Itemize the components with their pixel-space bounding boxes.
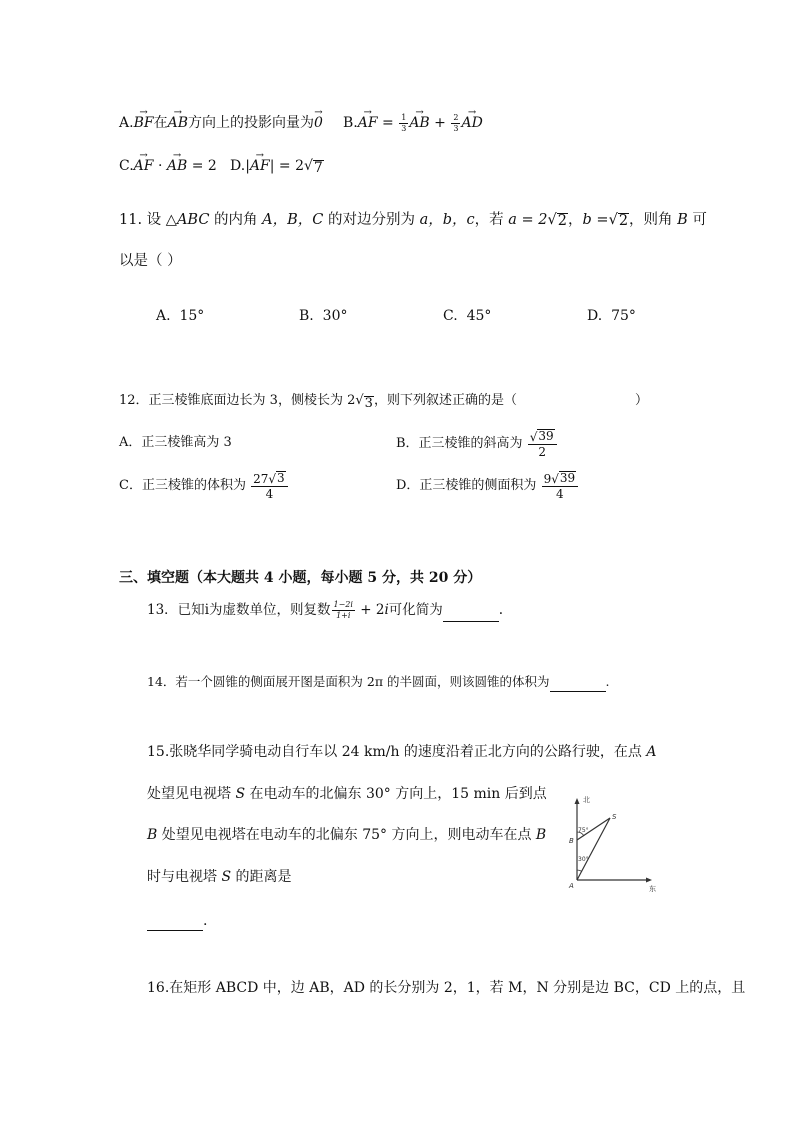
q11-stem-line2 (119, 251, 182, 271)
q15-text: 15.张晓华同学骑电动自行车以 24 km/h 的速度沿着正北方向的公路行驶，在点 (147, 744, 642, 760)
angle-names: A，B，C (262, 212, 324, 228)
section-title-text: 三、填空题（本大题共 4 小题，每小题 5 分，共 20 分） (119, 570, 482, 586)
point-s-label: S (612, 813, 617, 821)
q11-option-d (587, 306, 636, 326)
angle-75-label: 75° (578, 827, 589, 834)
sqrt-39: √ 39 (529, 428, 554, 445)
sqrt-2: √ 2 (547, 212, 568, 230)
east-arrowhead (646, 878, 652, 883)
q11-prefix: 11. 设 △ (119, 212, 177, 228)
q13-text: 可化简为 (388, 602, 443, 618)
q12-option-c (119, 466, 289, 506)
close-paren: ） (635, 393, 649, 408)
q12-stem (119, 391, 517, 411)
point-s: S (221, 869, 232, 885)
option-label: D. (230, 158, 246, 174)
q12-option-d (396, 466, 579, 506)
answer-blank[interactable] (147, 914, 203, 931)
q10-option-b (343, 110, 483, 133)
option-label: A. (156, 308, 171, 324)
vector-bf: → BF (134, 110, 154, 130)
radicand: 39 (538, 428, 554, 443)
a-equation: a = 2 (508, 212, 548, 228)
angle-30-label: 30° (578, 856, 589, 863)
option-label: B. (299, 308, 314, 324)
q11-text: 的对边分别为 (323, 212, 420, 228)
fraction-sqrt39-over-2 (528, 429, 557, 458)
q15-line4 (147, 867, 292, 887)
denominator: 3 (453, 123, 459, 133)
radicand: 3 (277, 470, 285, 485)
option-text: D．正三棱锥的侧面积为 (396, 478, 537, 493)
q15-text: 处望见电视塔在电动车的北偏东 75° 方向上，则电动车在点 (157, 827, 532, 843)
q10-option-c (119, 153, 217, 176)
fraction-complex (332, 601, 355, 620)
imaginary-unit: i (384, 602, 389, 618)
period: . (605, 674, 610, 689)
option-text: C．正三棱锥的体积为 (119, 478, 246, 493)
option-label: A. (119, 115, 134, 131)
radicand: 39 (559, 470, 576, 485)
numerator (251, 471, 288, 487)
q11-text: ，若 (474, 212, 509, 228)
option-text: B．正三棱锥的斜高为 (396, 436, 523, 451)
plus-sign: + (434, 115, 446, 131)
q11-option-a (156, 306, 204, 326)
q15-text: 的距离是 (231, 869, 292, 885)
q11-text: 可 (687, 212, 707, 228)
option-text: 在 (153, 115, 168, 131)
option-value: 45° (466, 308, 492, 324)
q13-text: 为虚数单位，则复数 (209, 602, 331, 618)
option-text: A．正三棱锥高为 3 (119, 435, 232, 450)
denominator: 4 (556, 487, 564, 502)
point-s: S (235, 786, 246, 802)
q12-option-a (119, 433, 232, 453)
point-b-label: B (569, 837, 574, 845)
north-label: 北 (583, 796, 590, 804)
vector-ad: → AD (461, 110, 482, 130)
fraction-one-third (399, 114, 408, 133)
q12-text: ，则下列叙述正确的是（ (373, 393, 517, 408)
q16-text: 16.在矩形 ABCD 中，边 AB，AD 的长分别为 2，1，若 M，N 分别是边 BC，CD 上的点，且 (147, 980, 746, 996)
q11-text: 的内角 (209, 212, 263, 228)
numerator (528, 429, 557, 445)
option-label: C. (443, 308, 458, 324)
q14-text: 14．若一个圆锥的侧面展开图是面积为 2π 的半圆面，则该圆锥的体积为 (147, 674, 550, 689)
radicand: 2 (557, 213, 568, 230)
vector-af: → AF (134, 153, 154, 173)
equals-value: = 2 (191, 158, 217, 174)
bearing-diagram (560, 792, 664, 896)
option-label: C. (119, 158, 134, 174)
b-equation: b = (582, 212, 609, 228)
point-a-label: A (569, 882, 574, 890)
coefficient: 27 (253, 472, 269, 487)
numerator: 1 (401, 112, 407, 122)
option-text: 方向上的投影向量为 (187, 115, 314, 131)
q10-option-d (230, 153, 324, 176)
q11-option-b (299, 306, 347, 326)
point-b: B (535, 827, 547, 843)
sqrt-3: √ 3 (355, 393, 373, 411)
vector-ab: → AB (409, 110, 429, 130)
q15-text: 时与电视塔 (147, 869, 217, 885)
q15-line2 (147, 784, 547, 804)
q16-stem (147, 978, 745, 998)
numerator: 1−2i (333, 600, 353, 609)
q15-line3 (147, 825, 546, 845)
point-b: B (147, 827, 158, 843)
point-a: A (646, 744, 657, 760)
fraction-volume (251, 471, 288, 500)
numerator (542, 471, 579, 487)
q13-text: 13．已知 (147, 602, 205, 618)
q10-option-a (119, 110, 323, 133)
vector-af: → AF (250, 153, 270, 173)
fraction-two-thirds (451, 114, 460, 133)
denominator: 4 (265, 487, 274, 502)
dot-operator: · (157, 158, 163, 174)
east-label: 东 (649, 885, 656, 893)
period: . (498, 602, 504, 618)
q12-text: 12．正三棱锥底面边长为 3，侧棱长为 2 (119, 393, 356, 408)
answer-blank[interactable] (443, 605, 499, 622)
denominator: 2 (538, 445, 546, 460)
denominator: 1+i (336, 611, 351, 620)
side-names: a，b，c (419, 212, 475, 228)
option-label: D. (587, 308, 603, 324)
angle-b: B (677, 212, 688, 228)
radicand: 3 (364, 395, 373, 411)
option-label: B. (343, 115, 358, 131)
option-value: 30° (322, 308, 348, 324)
q13-stem (147, 598, 503, 622)
q15-line1 (147, 742, 657, 762)
north-arrowhead (575, 798, 580, 804)
option-value: 75° (611, 308, 636, 324)
sqrt-39: √ 39 (551, 470, 576, 487)
q11-stem-line1 (119, 210, 707, 230)
abs-bar: | (245, 158, 250, 174)
period: . (203, 913, 208, 929)
vector-ab: → AB (167, 153, 187, 173)
q12-option-b (396, 424, 558, 464)
option-value: 15° (179, 308, 205, 324)
section-title (119, 568, 481, 588)
answer-blank[interactable] (550, 676, 606, 692)
q15-answer (147, 911, 207, 931)
q11-text: ，则角 (629, 212, 678, 228)
q15-text: 在电动车的北偏东 30° 方向上，15 min 后到点 (245, 786, 547, 802)
radicand: 2 (618, 213, 629, 230)
radicand: 7 (313, 159, 323, 176)
equals-value: | = 2 (269, 158, 304, 174)
q14-stem (147, 672, 610, 692)
denominator: 3 (401, 123, 407, 133)
imaginary-unit: i (204, 602, 210, 618)
coefficient: 9 (543, 472, 552, 487)
vector-af: → AF (358, 110, 378, 130)
q12-stem-close (635, 391, 648, 411)
sqrt-7: √ 7 (304, 158, 323, 176)
q11-text: 以是（ ） (119, 253, 182, 269)
q15-text: 处望见电视塔 (147, 786, 231, 802)
numerator: 2 (453, 112, 459, 122)
fraction-lateral-area (542, 471, 579, 500)
plus-term: + 2 (355, 602, 385, 618)
angle-arc-a (577, 870, 582, 872)
sqrt-2: √ 2 (608, 212, 629, 230)
triangle-name: ABC (176, 212, 210, 228)
comma: ， (568, 212, 583, 228)
sqrt-3: √ 3 (268, 470, 285, 487)
equals-sign: = (382, 115, 394, 131)
zero-vector: → 0 (314, 110, 323, 130)
vector-ab: → AB (168, 110, 188, 130)
q11-option-c (443, 306, 491, 326)
